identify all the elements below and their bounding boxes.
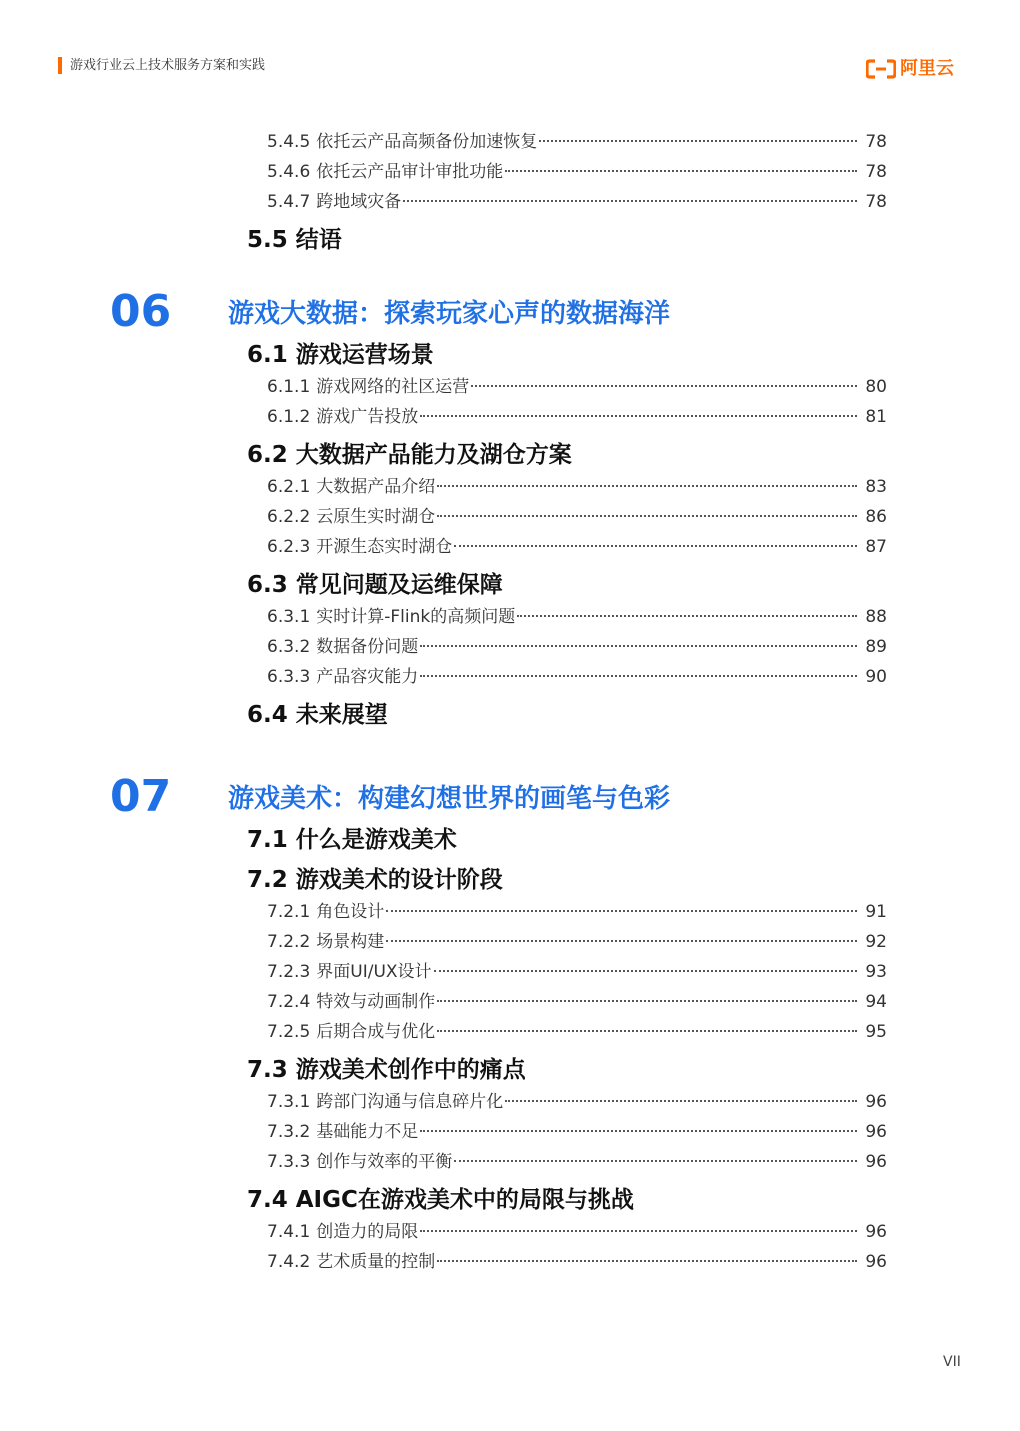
toc-entry-6-2-3[interactable]: 6.2.3 开源生态实时湖仓 87 [267, 537, 887, 557]
leader-dots [420, 645, 857, 647]
toc-section-6-1[interactable]: 6.1 游戏运营场景 [247, 342, 434, 368]
leader-dots [505, 1100, 857, 1102]
toc-section-7-1[interactable]: 7.1 什么是游戏美术 [247, 827, 457, 853]
toc-section-6-3[interactable]: 6.3 常见问题及运维保障 [247, 572, 503, 598]
leader-dots [437, 1000, 857, 1002]
toc-section-7-2[interactable]: 7.2 游戏美术的设计阶段 [247, 867, 503, 893]
header-accent-bar [58, 57, 62, 74]
chapter-title-07[interactable]: 游戏美术：构建幻想世界的画笔与色彩 [228, 784, 671, 814]
toc-section-7-3[interactable]: 7.3 游戏美术创作中的痛点 [247, 1057, 526, 1083]
toc-entry-6-3-2[interactable]: 6.3.2 数据备份问题 89 [267, 637, 887, 657]
toc-entry-7-2-3[interactable]: 7.2.3 界面UI/UX设计 93 [267, 962, 887, 982]
leader-dots [420, 1230, 857, 1232]
leader-dots [471, 385, 857, 387]
logo-wordmark: 阿里云 [900, 58, 954, 79]
running-header: 游戏行业云上技术服务方案和实践 [70, 58, 266, 73]
leader-dots [437, 515, 857, 517]
toc-section-7-4[interactable]: 7.4 AIGC在游戏美术中的局限与挑战 [247, 1187, 634, 1213]
leader-dots [539, 140, 857, 142]
leader-dots [437, 1260, 857, 1262]
leader-dots [420, 675, 857, 677]
leader-dots [505, 170, 857, 172]
chapter-title-06[interactable]: 游戏大数据：探索玩家心声的数据海洋 [228, 299, 671, 329]
toc-entry-6-1-2[interactable]: 6.1.2 游戏广告投放 81 [267, 407, 887, 427]
toc-entry-7-3-2[interactable]: 7.3.2 基础能力不足 96 [267, 1122, 887, 1142]
toc-entry-7-2-5[interactable]: 7.2.5 后期合成与优化 95 [267, 1022, 887, 1042]
toc-entry-6-2-2[interactable]: 6.2.2 云原生实时湖仓 86 [267, 507, 887, 527]
toc-entry-5-4-7[interactable]: 5.4.7 跨地域灾备 78 [267, 192, 887, 212]
chapter-number-06: 06 [110, 286, 172, 337]
leader-dots [454, 1160, 857, 1162]
toc-entry-7-4-2[interactable]: 7.4.2 艺术质量的控制 96 [267, 1252, 887, 1272]
toc-section-6-2[interactable]: 6.2 大数据产品能力及湖仓方案 [247, 442, 572, 468]
leader-dots [454, 545, 857, 547]
leader-dots [386, 940, 857, 942]
toc-entry-7-2-4[interactable]: 7.2.4 特效与动画制作 94 [267, 992, 887, 1012]
toc-entry-7-3-1[interactable]: 7.3.1 跨部门沟通与信息碎片化 96 [267, 1092, 887, 1112]
leader-dots [420, 1130, 857, 1132]
toc-entry-5-4-6[interactable]: 5.4.6 依托云产品审计审批功能 78 [267, 162, 887, 182]
toc-entry-7-2-1[interactable]: 7.2.1 角色设计 91 [267, 902, 887, 922]
toc-entry-5-4-5[interactable]: 5.4.5 依托云产品高频备份加速恢复 78 [267, 132, 887, 152]
toc-entry-7-2-2[interactable]: 7.2.2 场景构建 92 [267, 932, 887, 952]
leader-dots [420, 415, 857, 417]
leader-dots [517, 615, 857, 617]
toc-entry-6-2-1[interactable]: 6.2.1 大数据产品介绍 83 [267, 477, 887, 497]
toc-entry-6-3-1[interactable]: 6.3.1 实时计算-Flink的高频问题 88 [267, 607, 887, 627]
toc-entry-6-1-1[interactable]: 6.1.1 游戏网络的社区运营 80 [267, 377, 887, 397]
toc-entry-7-3-3[interactable]: 7.3.3 创作与效率的平衡 96 [267, 1152, 887, 1172]
page-number: VII [943, 1354, 961, 1370]
toc-entry-7-4-1[interactable]: 7.4.1 创造力的局限 96 [267, 1222, 887, 1242]
aliyun-logo [866, 57, 954, 81]
leader-dots [386, 910, 857, 912]
chapter-number-07: 07 [110, 771, 172, 822]
leader-dots [434, 970, 857, 972]
leader-dots [403, 200, 857, 202]
leader-dots [437, 1030, 857, 1032]
toc-section-6-4[interactable]: 6.4 未来展望 [247, 702, 388, 728]
toc-section-5-5[interactable]: 5.5 结语 [247, 227, 342, 253]
toc-entry-6-3-3[interactable]: 6.3.3 产品容灾能力 90 [267, 667, 887, 687]
aliyun-logo-icon [866, 59, 896, 79]
leader-dots [437, 485, 857, 487]
